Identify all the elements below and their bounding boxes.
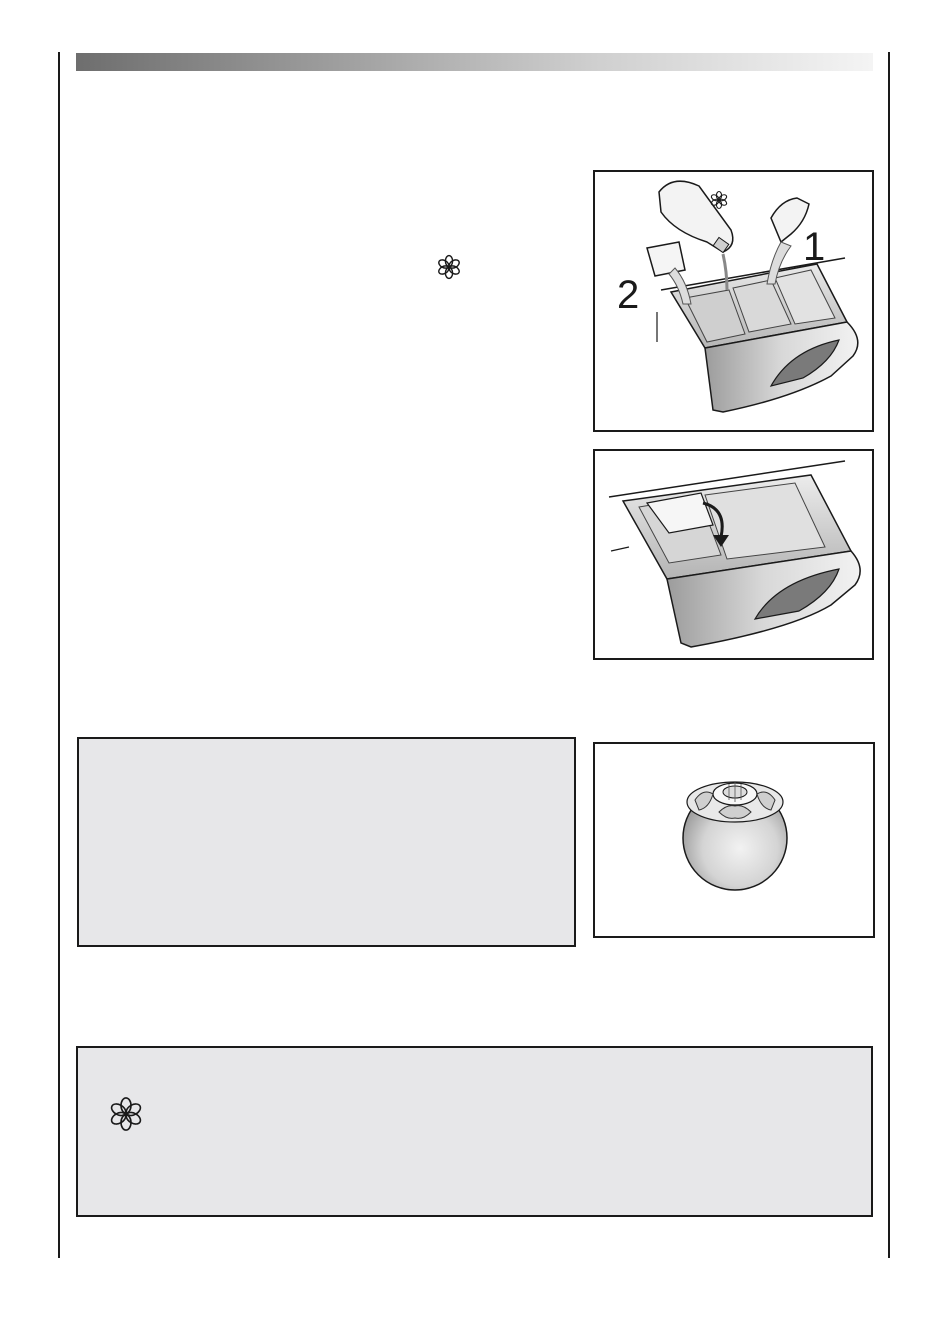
dispenser-fill-illustration [593, 170, 874, 432]
right-margin-rule [888, 52, 890, 1258]
note-box-1 [77, 737, 576, 947]
callout-2-label: 2 [617, 273, 640, 317]
note-box-2 [76, 1046, 873, 1217]
section-header-bar [76, 53, 873, 71]
dispenser-flap-illustration [593, 449, 874, 660]
left-margin-rule [58, 52, 60, 1258]
softener-flower-icon [108, 1096, 144, 1132]
dosing-ball-illustration [593, 742, 875, 938]
callout-1-label: 1 [803, 225, 826, 269]
softener-flower-icon [436, 254, 462, 280]
